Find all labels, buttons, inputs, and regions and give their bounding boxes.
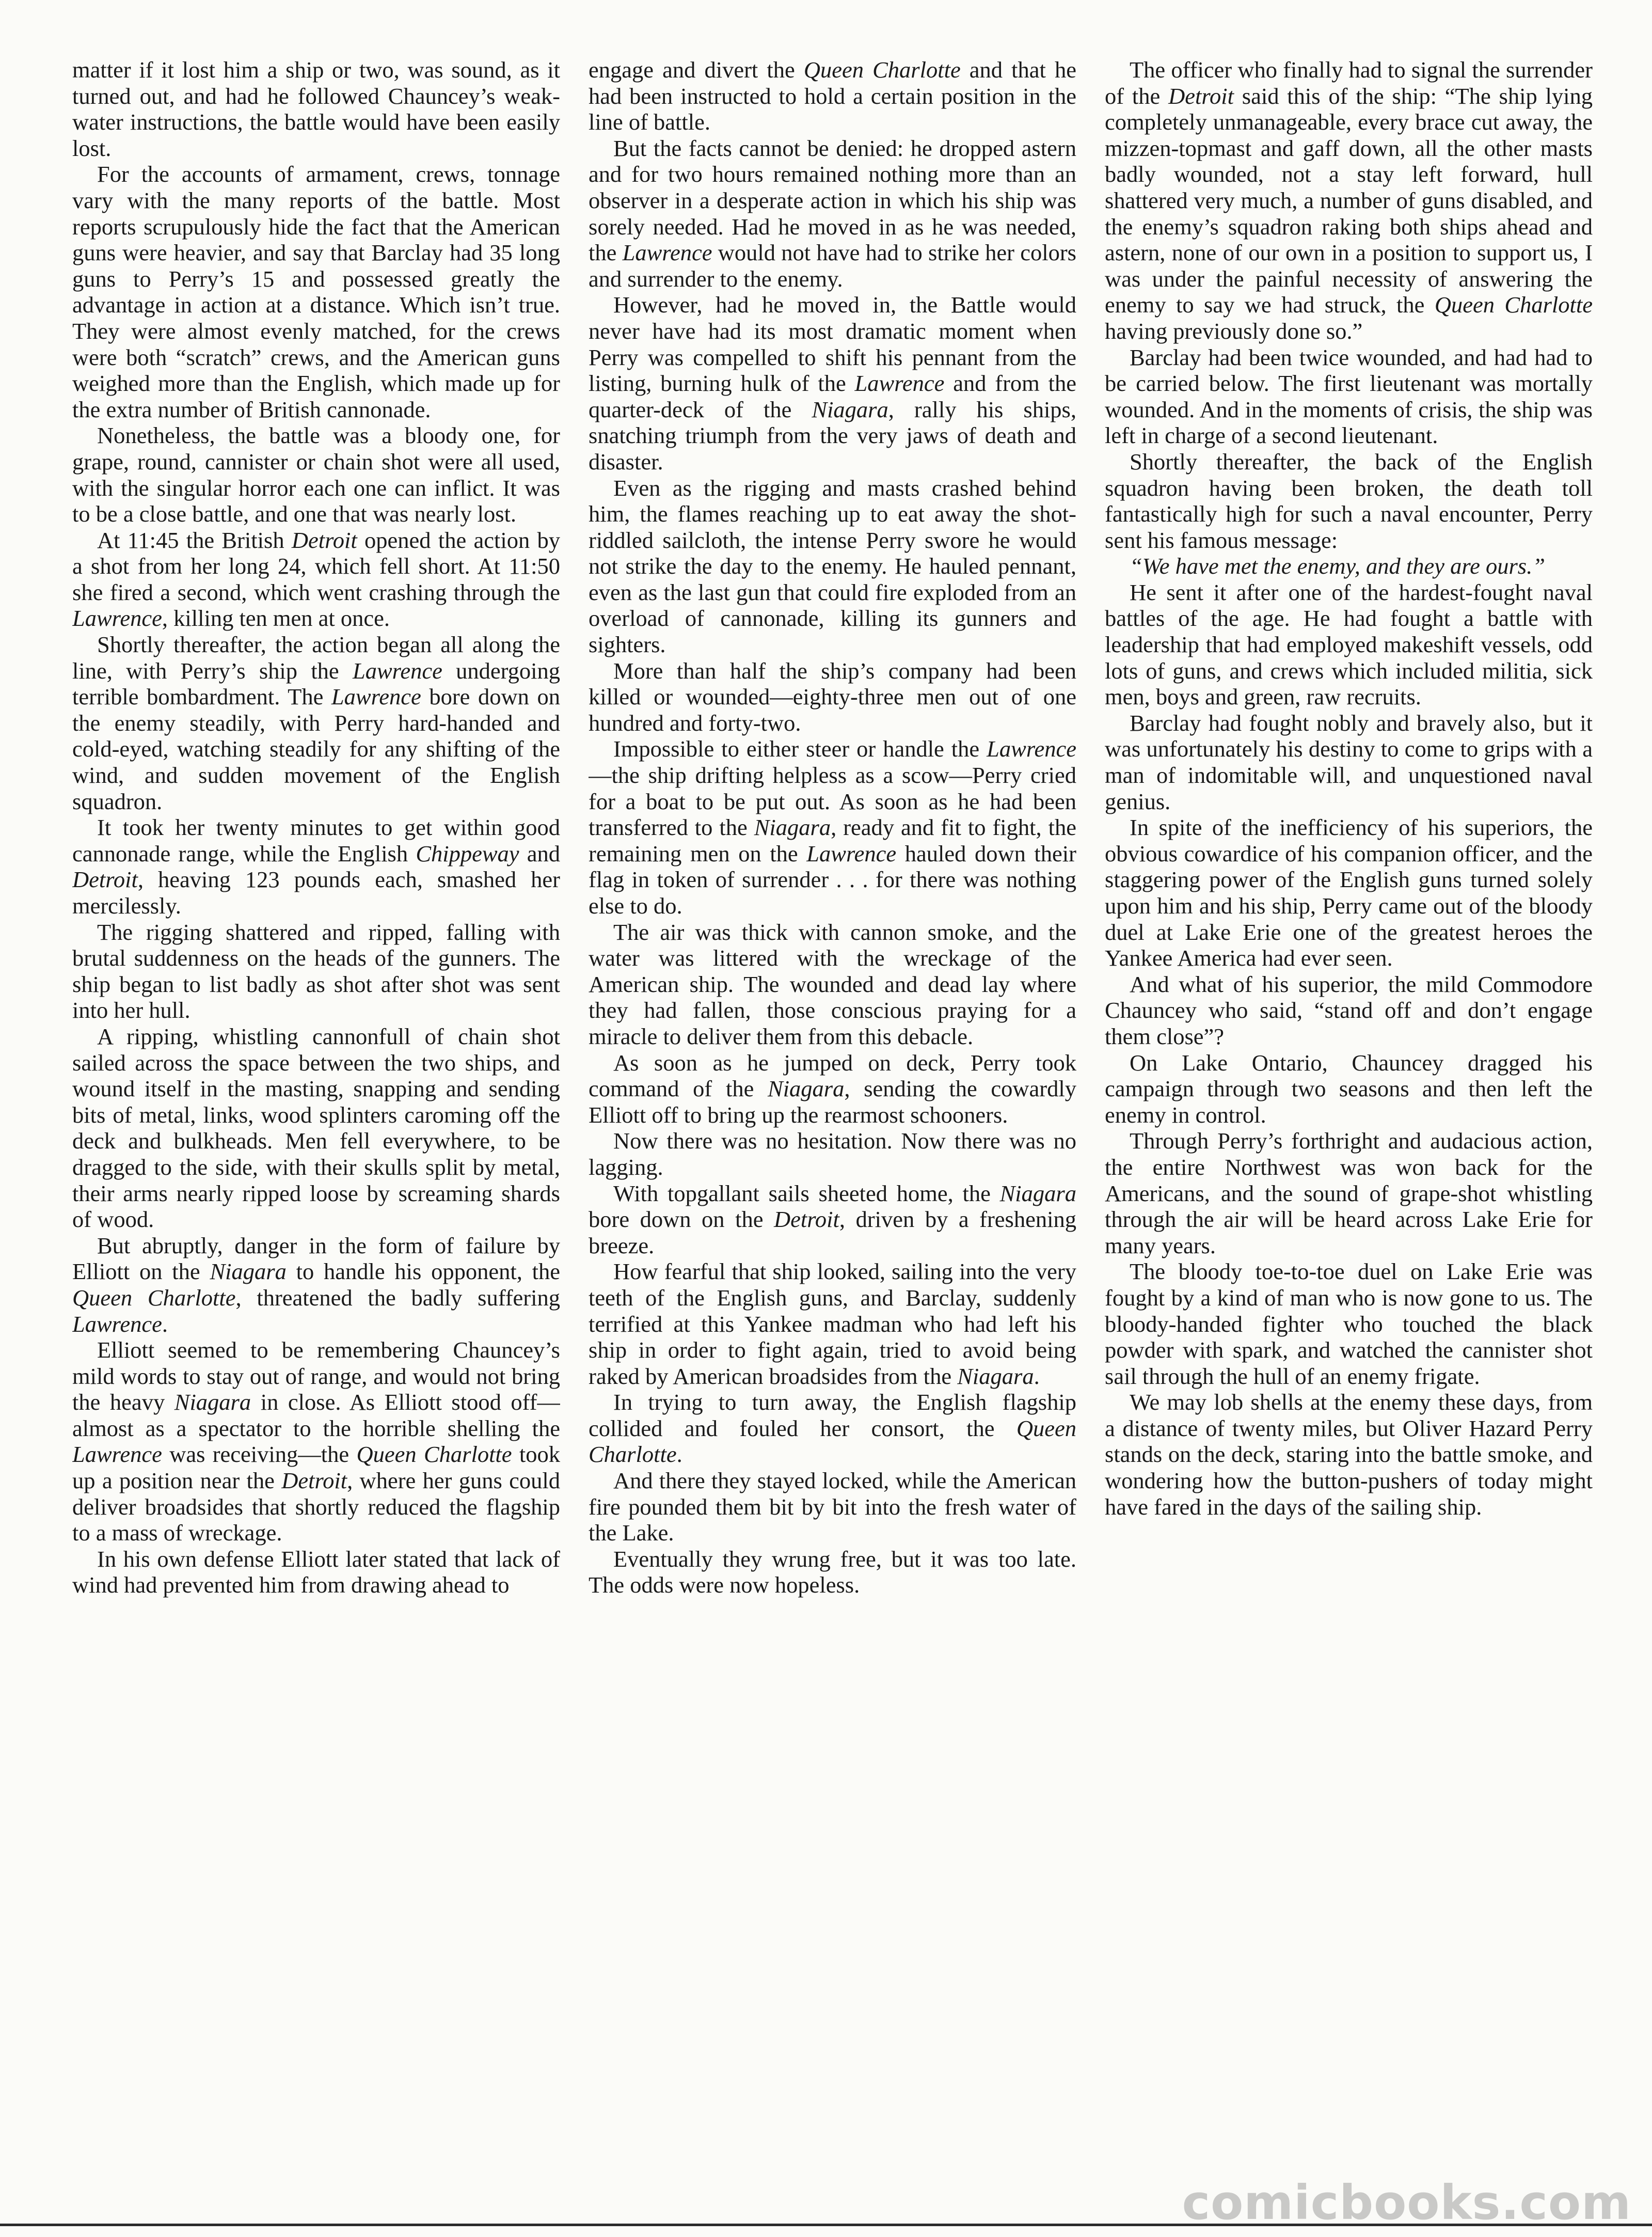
paragraph: The bloody toe-to-toe duel on Lake Erie was fought by a kind of man who is now gone to us. The bloody-handed fighter who touched the black powder with spark, and watched the cannister shot sail through the hull of an enemy frigate. [1105,1258,1593,1389]
paragraph: matter if it lost him a ship or two, was sound, as it turned out, and had he followed Chauncey’s weak-water instructions, the battle would have been easily lost. [72,57,560,161]
paragraph: However, had he moved in, the Battle would never have had its most dramatic moment when Perry was compelled to shift his pennant from the listing, burning hulk of the Lawrence and from the quarter-deck of the Niagara, rally his ships, snatching triumph from the very jaws of death and disaster. [589,292,1076,475]
watermark-logo: comicbooks.com [1182,2175,1631,2230]
paragraph: With topgallant sails sheeted home, the Niagara bore down on the Detroit, driven by a freshening breeze. [589,1180,1076,1258]
paragraph: engage and divert the Queen Charlotte and that he had been instructed to hold a certain position in the line of battle. [589,57,1076,135]
paragraph: On Lake Ontario, Chauncey dragged his campaign through two seasons and then left the enemy in control. [1105,1049,1593,1128]
paragraph: It took her twenty minutes to get within good cannonade range, while the English Chippeway and Detroit, heaving 123 pounds each, smashed her mercilessly. [72,814,560,919]
column-1 [72,57,560,2169]
article-body [72,57,1595,2169]
paragraph: The rigging shattered and ripped, falling with brutal suddenness on the heads of the gunners. The ship began to list badly as shot after shot was sent into her hull. [72,919,560,1023]
paragraph: Now there was no hesitation. Now there was no lagging. [589,1128,1076,1180]
paragraph: How fearful that ship looked, sailing into the very teeth of the English guns, and Barclay, suddenly terrified at this Yankee madman who had left his ship in order to fight again, tried to avoid being raked by American broadsides from the Niagara. [589,1258,1076,1389]
paragraph: And what of his superior, the mild Commodore Chauncey who said, “stand off and don’t engage them close”? [1105,971,1593,1049]
paragraph: As soon as he jumped on deck, Perry took command of the Niagara, sending the cowardly Elliott off to bring up the rearmost schooners. [589,1049,1076,1128]
paragraph: The air was thick with cannon smoke, and the water was littered with the wreckage of the American ship. The wounded and dead lay where they had fallen, those conscious praying for a miracle to deliver them from this debacle. [589,919,1076,1049]
paragraph: He sent it after one of the hardest-fought naval battles of the age. He had fought a battle with leadership that had employed makeshift vessels, odd lots of guns, and crews which included militia, sick men, boys and green, raw recruits. [1105,579,1593,710]
paragraph: In spite of the inefficiency of his superiors, the obvious cowardice of his companion officer, and the staggering power of the English guns turned solely upon him and his ship, Perry came out of the bloody duel at Lake Erie one of the greatest heroes the Yankee America had ever seen. [1105,814,1593,971]
paragraph: Elliott seemed to be remembering Chauncey’s mild words to stay out of range, and would not bring the heavy Niagara in close. As Elliott stood off—almost as a spectator to the horrible shelling the Lawrence was receiving—the Queen Charlotte took up a position near the Detroit, where her guns could deliver broadsides that shortly reduced the flagship to a mass of wreckage. [72,1337,560,1546]
paragraph: But the facts cannot be denied: he dropped astern and for two hours remained nothing more than an observer in a desperate action in which his ship was sorely needed. Had he moved in as he was needed, the Lawrence would not have had to strike her colors and surrender to the enemy. [589,135,1076,292]
paragraph: Impossible to either steer or handle the Lawrence—the ship drifting helpless as a scow—Perry cried for a boat to be put out. As soon as he had been transferred to the Niagara, ready and fit to fight, the remaining men on the Lawrence hauled down their flag in token of surrender . . . for there was nothing else to do. [589,736,1076,919]
paragraph: Barclay had fought nobly and bravely also, but it was unfortunately his destiny to come to grips with a man of indomitable will, and unquestioned naval genius. [1105,710,1593,814]
paragraph: Shortly thereafter, the action began all along the line, with Perry’s ship the Lawrence undergoing terrible bombardment. The Lawrence bore down on the enemy steadily, with Perry hard-handed and cold-eyed, watching steadily for any shifting of the wind, and sudden movement of the English squadron. [72,632,560,814]
paragraph: “We have met the enemy, and they are ours.” [1130,553,1545,579]
paragraph: Eventually they wrung free, but it was too late. The odds were now hopeless. [589,1546,1076,1598]
column-2 [589,57,1076,2169]
paragraph: Shortly thereafter, the back of the English squadron having been broken, the death toll fantastically high for such a naval encounter, Perry sent his famous message: [1105,448,1593,553]
paragraph: In his own defense Elliott later stated that lack of wind had prevented him from drawing ahead to [72,1546,560,1598]
paragraph: At 11:45 the British Detroit opened the action by a shot from her long 24, which fell short. At 11:50 she fired a second, which went crashing through the Lawrence, killing ten men at once. [72,527,560,632]
column-3 [1105,57,1593,2169]
paragraph: Barclay had been twice wounded, and had had to be carried below. The first lieutenant was mortally wounded. And in the moments of crisis, the ship was left in charge of a second lieutenant. [1105,344,1593,449]
paragraph: Even as the rigging and masts crashed behind him, the flames reaching up to eat away the shot-riddled sailcloth, the intense Perry swore he would not strike the day to the enemy. He hauled pennant, even as the last gun that could fire exploded from an overload of cannonade, killing its gunners and sighters. [589,475,1076,658]
paragraph: Through Perry’s forthright and audacious action, the entire Northwest was won back for the Americans, and the sound of grape-shot whistling through the air will be heard across Lake Erie for many years. [1105,1128,1593,1258]
paragraph: And there they stayed locked, while the American fire pounded them bit by bit into the fresh water of the Lake. [589,1468,1076,1546]
paragraph: We may lob shells at the enemy these days, from a distance of twenty miles, but Oliver Hazard Perry stands on the deck, staring into the battle smoke, and wondering how the button-pushers of today might have fared in the days of the sailing ship. [1105,1389,1593,1520]
paragraph: More than half the ship’s company had been killed or wounded—eighty-three men out of one hundred and forty-two. [589,657,1076,736]
paragraph: In trying to turn away, the English flagship collided and fouled her consort, the Queen Charlotte. [589,1389,1076,1468]
paragraph: For the accounts of armament, crews, tonnage vary with the many reports of the battle. Most reports scrupulously hide the fact that the American guns were heavier, and say that Barclay had 35 long guns to Perry’s 15 and possessed greatly the advantage in action at a distance. Which isn’t true. They were almost evenly matched, for the crews were both “scratch” crews, and the American guns weighed more than the English, which made up for the extra number of British cannonade. [72,161,560,422]
paragraph: A ripping, whistling cannonfull of chain shot sailed across the space between the two ships, and wound itself in the masting, snapping and sending bits of metal, links, wood splinters caroming off the deck and bulkheads. Men fell everywhere, to be dragged to the side, with their skulls split by metal, their arms nearly ripped loose by screaming shards of wood. [72,1023,560,1233]
paragraph: Nonetheless, the battle was a bloody one, for grape, round, cannister or chain shot were all used, with the singular horror each one can inflict. It was to be a close battle, and one that was nearly lost. [72,422,560,527]
paragraph: But abruptly, danger in the form of failure by Elliott on the Niagara to handle his opponent, the Queen Charlotte, threatened the badly suffering Lawrence. [72,1232,560,1337]
paragraph: The officer who finally had to signal the surrender of the Detroit said this of the ship: “The ship lying completely unmanageable, every brace cut away, the mizzen-topmast and gaff down, all the other masts badly wounded, not a stay left forward, hull shattered very much, a number of guns disabled, and the enemy’s squadron raking both ships ahead and astern, none of our own in a position to support us, I was under the painful necessity of answering the enemy to say we had struck, the Queen Charlotte having previously done so.” [1105,57,1593,344]
